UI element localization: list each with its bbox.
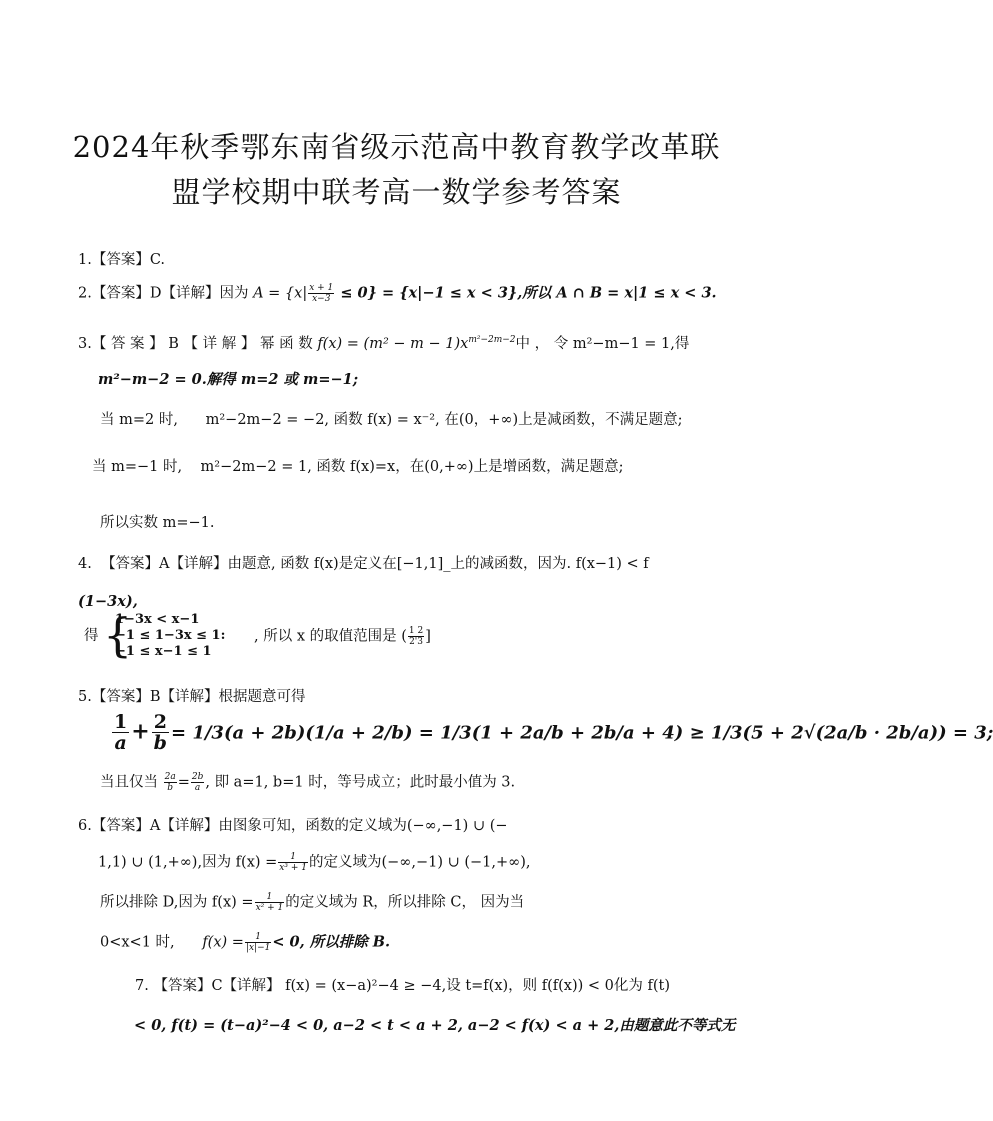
answer-text: 【答案】A【详解】由题意, 函数 f(x)是定义在[−1,1]_上的减函数，因为. f(x−1) < f [101, 556, 649, 572]
range-fraction: $\frac{1 2}{2'3}$ [408, 626, 424, 647]
fraction: $\frac{2}{b}$ [153, 711, 167, 754]
question-number: 7. [135, 978, 149, 994]
question-number: 1. [78, 252, 92, 268]
answer-text: 【答案】D【详解】因为 [91, 285, 249, 302]
left-brace-icon: { [103, 608, 133, 662]
question-5-line-3: 当且仅当 $\frac{2a}{b}$ = $\frac{2b}{a}$ , 即 a=1, b=1 时，等号成立；此时最小值为 3. [100, 772, 516, 793]
inequality-1: 1−3x < x−1 [115, 612, 200, 627]
question-number: 4. [78, 556, 92, 572]
exponent: m²−2m−2 [468, 335, 516, 345]
condition-text: 即 a=1, b=1 时，等号成立；此时最小值为 3. [214, 774, 516, 791]
question-number: 6. [78, 818, 92, 834]
de-label: 得 [84, 628, 99, 644]
equation-rest: = 1/3(a + 2b)(1/a + 2/b) = 1/3(1 + 2a/b + 2b/a + 4) ≥ 1/3(5 + 2√(2a/b · 2b/a)) = 3; [170, 722, 993, 744]
answer-text: 【答案】C【详解】 f(x) = (x−a)²−4 ≥ −4,设 t=f(x)，则 f(f(x)) < 0化为 f(t) [153, 978, 671, 994]
condition-text: 中 ， 令 m²−m−1 = 1,得 [515, 335, 690, 352]
question-4-line-1 [78, 554, 649, 574]
question-7-line-2: < 0, f(t) = (t−a)²−4 < 0, a−2 < t < a + 2, a−2 < f(x) < a + 2,由题意此不等式无 [134, 1017, 736, 1034]
fraction: $\frac{2a}{b}$ [164, 772, 176, 793]
question-3-line-2: m²−m−2 = 0.解得 m=2 或 m=−1; [98, 371, 359, 388]
title-line-2: 盟学校期中联考高一数学参考答案 [171, 175, 622, 209]
answer-text: 【 答 案 】 B 【 详 解 】 幂 函 数 [91, 335, 313, 352]
question-1 [78, 250, 165, 270]
set-expression: ≤ 0} = {x|−1 ≤ x < 3},所以 A ∩ B = x|1 ≤ x < 3. [335, 284, 717, 302]
fraction: $\frac{2b}{a}$ [191, 772, 204, 793]
case-text: m²−2m−2 = −2, 函数 f(x) = x⁻², 在(0，+∞)上是减函数，不满足题意; [205, 412, 683, 428]
question-3-line-1 [78, 330, 689, 354]
fraction: $\frac{1}{|x|-1}$ [245, 932, 271, 953]
question-3-line-3 [100, 410, 682, 430]
question-6-line-4: 0<x<1 时, f(x) = $\frac{1}{|x|-1}$ < 0, 所以排除 B. [100, 932, 391, 953]
question-4-range: , 所以 x 的取值范围是 ( $\frac{1 2}{2'3}$ ] [254, 626, 431, 647]
question-3-line-4 [92, 457, 623, 477]
inequality-equation: $\frac{1}{a}$ + $\frac{2}{b}$ = 1/3(a + 2b)(1/a + 2/b) = 1/3(1 + 2a/b + 2b/a + 4) ≥ 1/3(5 + 2√(2a/b · 2b/a)) = 3; [114, 711, 993, 754]
case-label: 当 m=−1 时, [92, 459, 183, 475]
inequality-2: −1 ≤ 1−3x ≤ 1: [115, 628, 226, 643]
power-function: f(x) = (m² − m − 1)x [317, 335, 469, 352]
case-label: 当 m=2 时, [100, 412, 178, 428]
question-6-line-1 [78, 816, 508, 836]
question-3-line-5: 所以实数 m=−1. [100, 515, 215, 531]
question-6-line-2: 1,1) ∪ (1,+∞),因为 f(x) = $\frac{1}{\text{x³ + 1}}$ 的定义域为(−∞,−1) ∪ (−1,+∞), [98, 852, 531, 873]
inequality-3: −1 ≤ x−1 ≤ 1 [115, 644, 212, 659]
condition-label: 当且仅当 [100, 774, 158, 791]
question-number: 5. [78, 689, 92, 705]
fraction: $\frac{1}{\text{x³ + 1}}$ [279, 852, 307, 873]
title-line-1: 2024年秋季鄂东南省级示范高中教育教学改革联 [72, 130, 721, 164]
fraction: $\frac{x + 1}{x-3}$ [309, 283, 334, 304]
question-5-line-1 [78, 687, 306, 707]
set-a: A = {x| [253, 285, 308, 302]
answer-text: 【答案】B【详解】根据题意可得 [91, 689, 306, 705]
case-text: m²−2m−2 = 1, 函数 f(x)=x，在(0,+∞)上是增函数，满足题意; [200, 459, 624, 475]
answer-text: 【答案】A【详解】由图象可知，函数的定义域为(−∞,−1) ∪ (− [91, 818, 508, 834]
answer-text: 【答案】C. [91, 252, 166, 268]
question-number: 2. [78, 285, 92, 302]
fraction: $\frac{1}{a}$ [114, 711, 128, 754]
fraction: $\frac{1}{\text{x² + 1}}$ [255, 892, 284, 913]
question-4-line-2: (1−3x), [78, 593, 138, 610]
question-6-line-3: 所以排除 D,因为 f(x) = $\frac{1}{\text{x² + 1}}$ 的定义域为 R，所以排除 C， 因为当 [100, 892, 525, 913]
question-2 [78, 283, 717, 304]
question-number: 3. [78, 335, 92, 352]
inequality-system [115, 612, 225, 660]
range-text: , 所以 x 的取值范围是 ( [254, 628, 407, 645]
question-7-line-1 [135, 976, 670, 996]
